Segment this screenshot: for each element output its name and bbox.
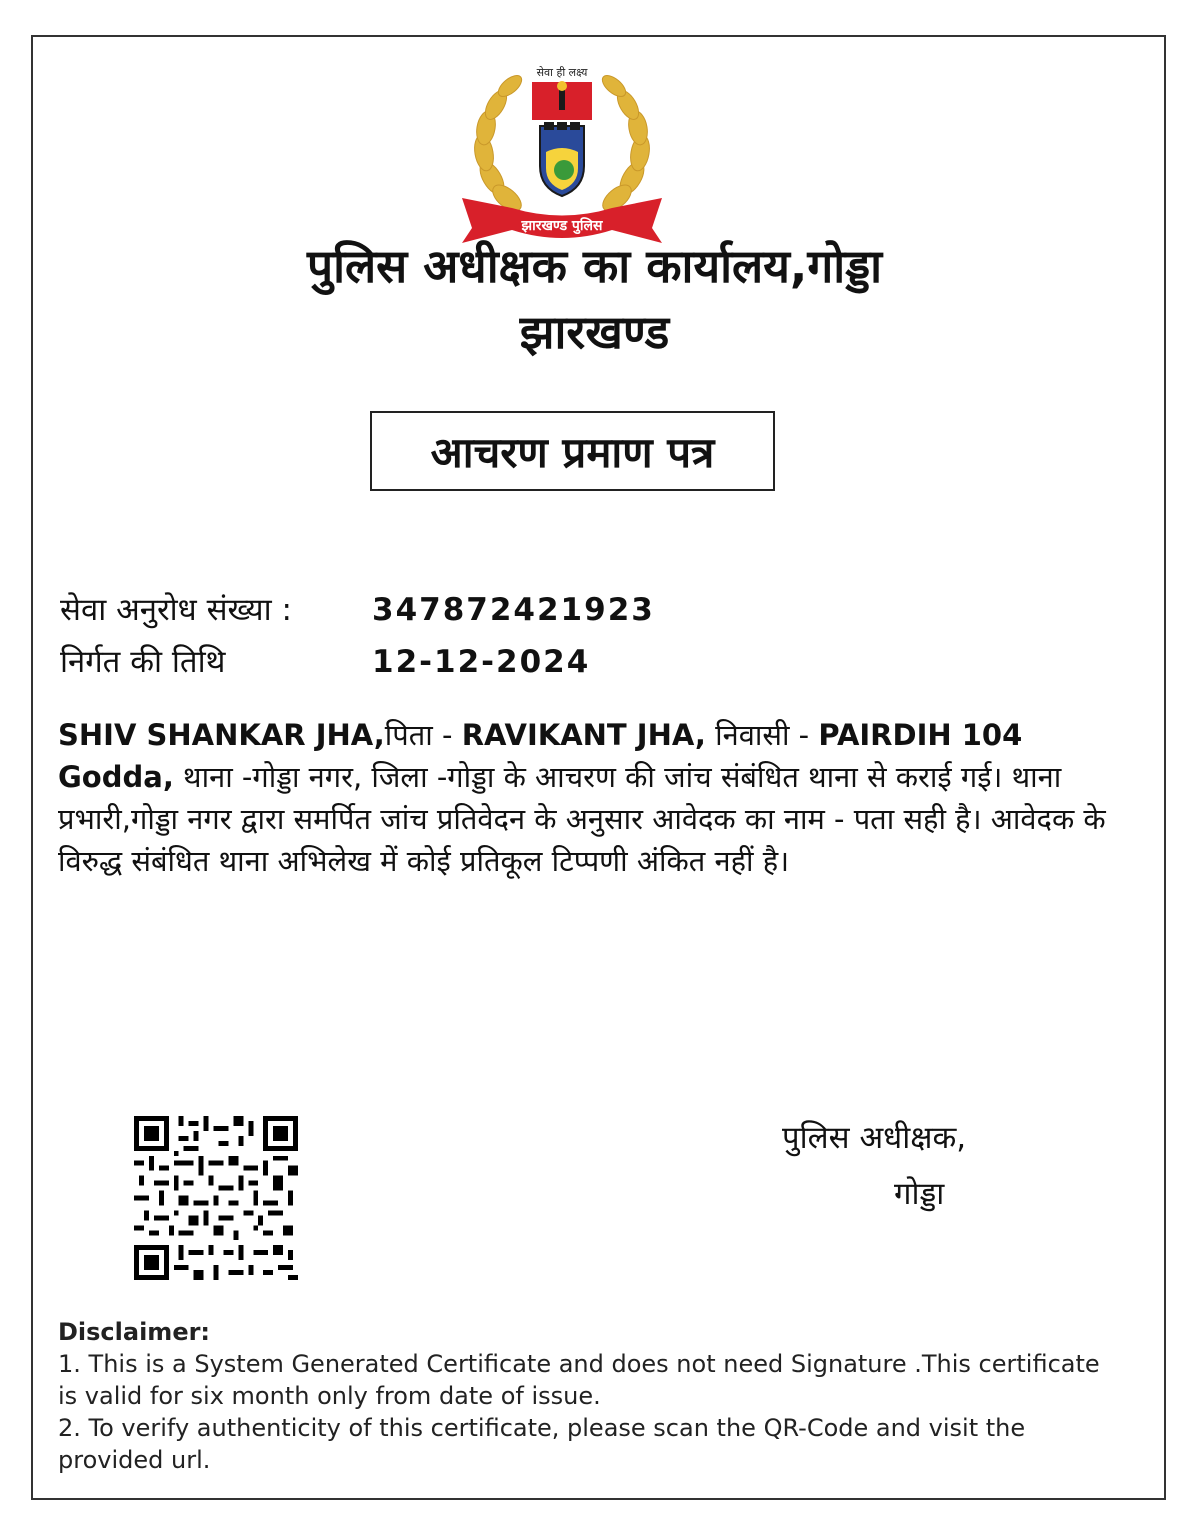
request-number-value: 347872421923: [372, 592, 655, 628]
applicant-name: SHIV SHANKAR JHA,: [58, 718, 385, 752]
office-title: पुलिस अधीक्षक का कार्यालय,गोड्डा: [306, 239, 883, 293]
issue-date-value: 12-12-2024: [372, 644, 591, 680]
request-number-label: सेवा अनुरोध संख्या :: [60, 592, 292, 628]
jharkhand-police-emblem-icon: [452, 58, 672, 248]
issue-date-row: [60, 642, 590, 682]
disclaimer: [58, 1316, 1118, 1476]
signatory-designation: पुलिस अधीक्षक,: [782, 1120, 967, 1156]
address: PAIRDIH 104 Godda,: [58, 718, 1023, 794]
father-label: पिता -: [384, 718, 462, 752]
certificate-title-box: [370, 411, 775, 491]
signatory-place: गोड्डा: [894, 1176, 945, 1212]
resident-label: निवासी -: [705, 718, 819, 752]
office-state: झारखण्ड: [519, 305, 670, 359]
signatory-block: [782, 1118, 966, 1214]
issue-date-label: निर्गत की तिथि: [60, 644, 226, 680]
disclaimer-line-2: 2. To verify authenticity of this certificate, please scan the QR-Code and visit the provided url.: [58, 1414, 1026, 1474]
body-rest: थाना -गोड्डा नगर, जिला -गोड्डा के आचरण की जांच संबंधित थाना से कराई गई। थाना प्रभारी,गोड्डा नगर द्वारा समर्पित जांच प्रतिवेदन के अनुसार आवेदक का नाम - पता सही है। आवेदक के विरुद्ध संबंधित थाना अभिलेख में कोई प्रतिकूल टिप्पणी अंकित नहीं है।: [58, 760, 1106, 878]
disclaimer-line-1: 1. This is a System Generated Certificate and does not need Signature .This certificate is valid for six month only from date of issue.: [58, 1350, 1100, 1410]
father-name: RAVIKANT JHA,: [461, 718, 706, 752]
certificate-title: आचरण प्रमाण पत्र: [430, 427, 715, 477]
request-number-row: [60, 590, 655, 630]
qr-code-icon[interactable]: [133, 1116, 299, 1280]
logo-motto: सेवा ही लक्ष्य: [536, 66, 588, 79]
disclaimer-heading: Disclaimer:: [58, 1318, 211, 1346]
logo-ribbon-text: झारखण्ड पुलिस: [521, 218, 603, 234]
certificate-body: [58, 714, 1138, 882]
